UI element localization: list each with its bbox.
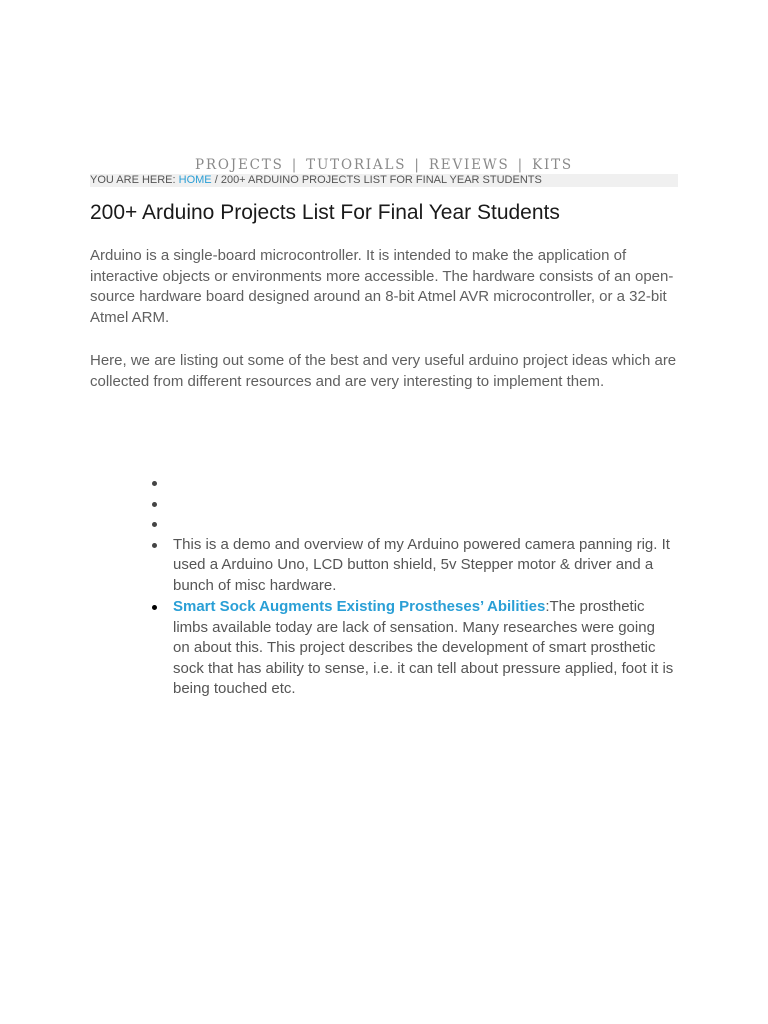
breadcrumb-home-link[interactable]: HOME	[178, 174, 212, 186]
nav-separator: |	[414, 157, 421, 173]
list-item	[150, 494, 675, 515]
bullet-icon	[152, 502, 157, 507]
page-title: 200+ Arduino Projects List For Final Year Students	[90, 201, 560, 224]
intro-paragraph: Arduino is a single-board microcontroller. It is intended to make the application of interactive objects or environments more accessible. The hardware consists of an open-source hardware board designed around an 8-bit Atmel AVR microcontroller, or a 32-bit Atmel ARM.	[90, 247, 674, 326]
bullet-icon	[152, 522, 157, 527]
nav-projects-link[interactable]: PROJECTS	[195, 157, 284, 173]
breadcrumb-prefix: YOU ARE HERE:	[90, 174, 176, 186]
bullet-icon	[152, 543, 157, 548]
list-item-text: This is a demo and overview of my Arduino powered camera panning rig. It used a Arduino Uno, LCD button shield, 5v Stepper motor & driver and a bunch of misc hardware.	[173, 535, 670, 594]
nav-tutorials-link[interactable]: TUTORIALS	[306, 157, 407, 173]
list-item-text: :The prosthetic limbs available today are lack of sensation. Many researches were going on about this. This project describes the development of smart prosthetic sock that has ability to sense, i.e. it can tell about pressure applied, foot it is being touched etc.	[173, 598, 674, 697]
breadcrumb-current: 200+ ARDUINO PROJECTS LIST FOR FINAL YEAR STUDENTS	[220, 174, 542, 186]
project-list	[150, 473, 675, 701]
nav-separator: |	[517, 157, 524, 173]
nav-kits-link[interactable]: KITS	[532, 157, 573, 173]
list-item	[150, 597, 675, 700]
list-item	[150, 473, 675, 494]
top-nav	[0, 157, 768, 173]
bullet-icon	[152, 481, 157, 486]
list-item	[150, 535, 675, 597]
list-item	[150, 514, 675, 535]
breadcrumb-divider: /	[214, 174, 218, 186]
project-title-link[interactable]: Smart Sock Augments Existing Prostheses’ Abilities	[173, 598, 546, 615]
bullet-icon	[152, 605, 157, 610]
listing-intro-paragraph: Here, we are listing out some of the best and very useful arduino project ideas which are collected from different resources and are very interesting to implement them.	[90, 352, 677, 390]
nav-separator: |	[291, 157, 299, 173]
breadcrumb	[90, 174, 678, 187]
nav-reviews-link[interactable]: REVIEWS	[428, 157, 510, 173]
